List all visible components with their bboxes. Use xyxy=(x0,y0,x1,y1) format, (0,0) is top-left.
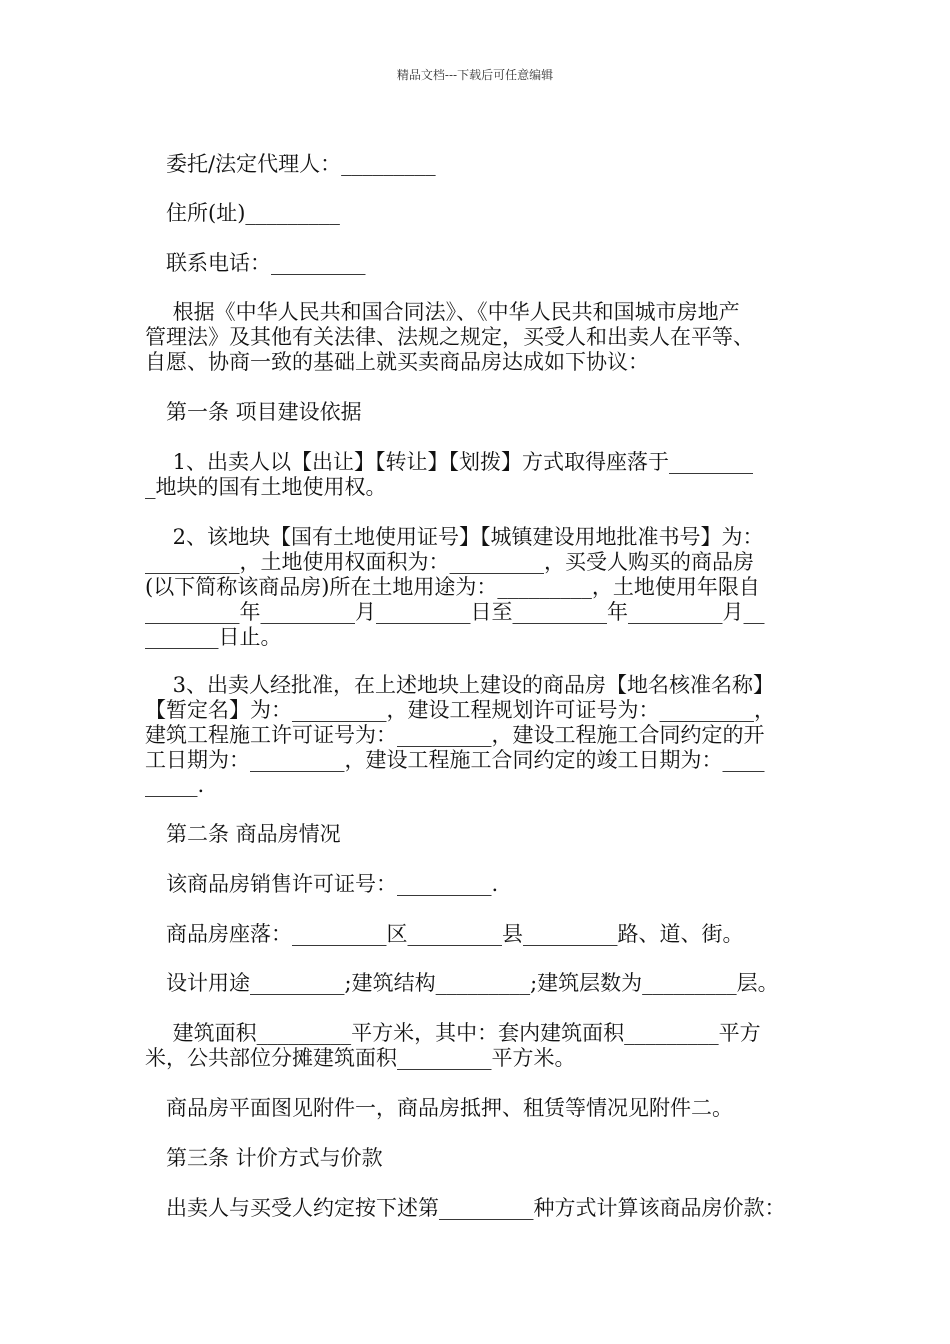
building-area-paragraph xyxy=(145,1021,825,1071)
article-1-clause-3 xyxy=(145,673,825,798)
text-line: 根据《中华人民共和国合同法》、《中华人民共和国城市房地产 xyxy=(145,300,740,324)
text-line: 3、出卖人经批准，在上述地块上建设的商品房【地名核准名称】 xyxy=(145,673,775,697)
article-1-clause-2 xyxy=(145,525,825,650)
article-2-heading: 第二条 商品房情况 xyxy=(145,822,341,846)
text-line: (以下简称该商品房)所在土地用途为：_________，土地使用年限自 xyxy=(145,575,760,599)
text-line: _____. xyxy=(145,773,205,797)
address-line: 住所(址)_________ xyxy=(145,201,340,225)
sales-permit-line: 该商品房销售许可证号：_________. xyxy=(145,872,499,896)
text-line: 建筑面积_________平方米，其中：套内建筑面积_________平方 xyxy=(145,1021,761,1045)
pricing-method-line: 出卖人与买受人约定按下述第_________种方式计算该商品房价款： xyxy=(145,1196,786,1220)
design-use-line: 设计用途_________;建筑结构_________;建筑层数为_________层。 xyxy=(145,971,779,995)
text-line: 工日期为：_________，建设工程施工合同约定的竣工日期为：____ xyxy=(145,748,765,772)
intro-paragraph xyxy=(145,300,825,375)
text-line: 1、出卖人以【出让】【转让】【划拨】方式取得座落于________ xyxy=(145,450,754,474)
text-line: _______日止。 xyxy=(145,625,282,649)
text-line: 建筑工程施工许可证号为：_________，建设工程施工合同约定的开 xyxy=(145,723,765,747)
text-line: 自愿、协商一致的基础上就买卖商品房达成如下协议： xyxy=(145,350,649,374)
text-line: _地块的国有土地使用权。 xyxy=(145,475,387,499)
page-header: 精品文档---下载后可任意编辑 xyxy=(396,68,554,82)
text-line: 【暂定名】为：_________，建设工程规划许可证号为：_________， xyxy=(145,698,775,722)
article-1-clause-1 xyxy=(145,450,825,500)
text-line: 管理法》及其他有关法律、法规之规定，买受人和出卖人在平等、 xyxy=(145,325,754,349)
location-line: 商品房座落：_________区_________县_________路、道、街。 xyxy=(145,922,744,946)
text-line: _________年_________月_________日至_________年_________月__ xyxy=(145,600,765,624)
phone-line: 联系电话：_________ xyxy=(145,251,366,275)
agent-line: 委托/法定代理人：_________ xyxy=(145,152,436,176)
article-1-heading: 第一条 项目建设依据 xyxy=(145,400,362,424)
floor-plan-line: 商品房平面图见附件一，商品房抵押、租赁等情况见附件二。 xyxy=(145,1096,733,1120)
article-3-heading: 第三条 计价方式与价款 xyxy=(145,1146,383,1170)
text-line: 2、该地块【国有土地使用证号】【城镇建设用地批准书号】为： xyxy=(145,525,764,549)
text-line: 米，公共部位分摊建筑面积_________平方米。 xyxy=(145,1046,576,1070)
text-line: _________，土地使用权面积为：_________，买受人购买的商品房 xyxy=(145,550,754,574)
